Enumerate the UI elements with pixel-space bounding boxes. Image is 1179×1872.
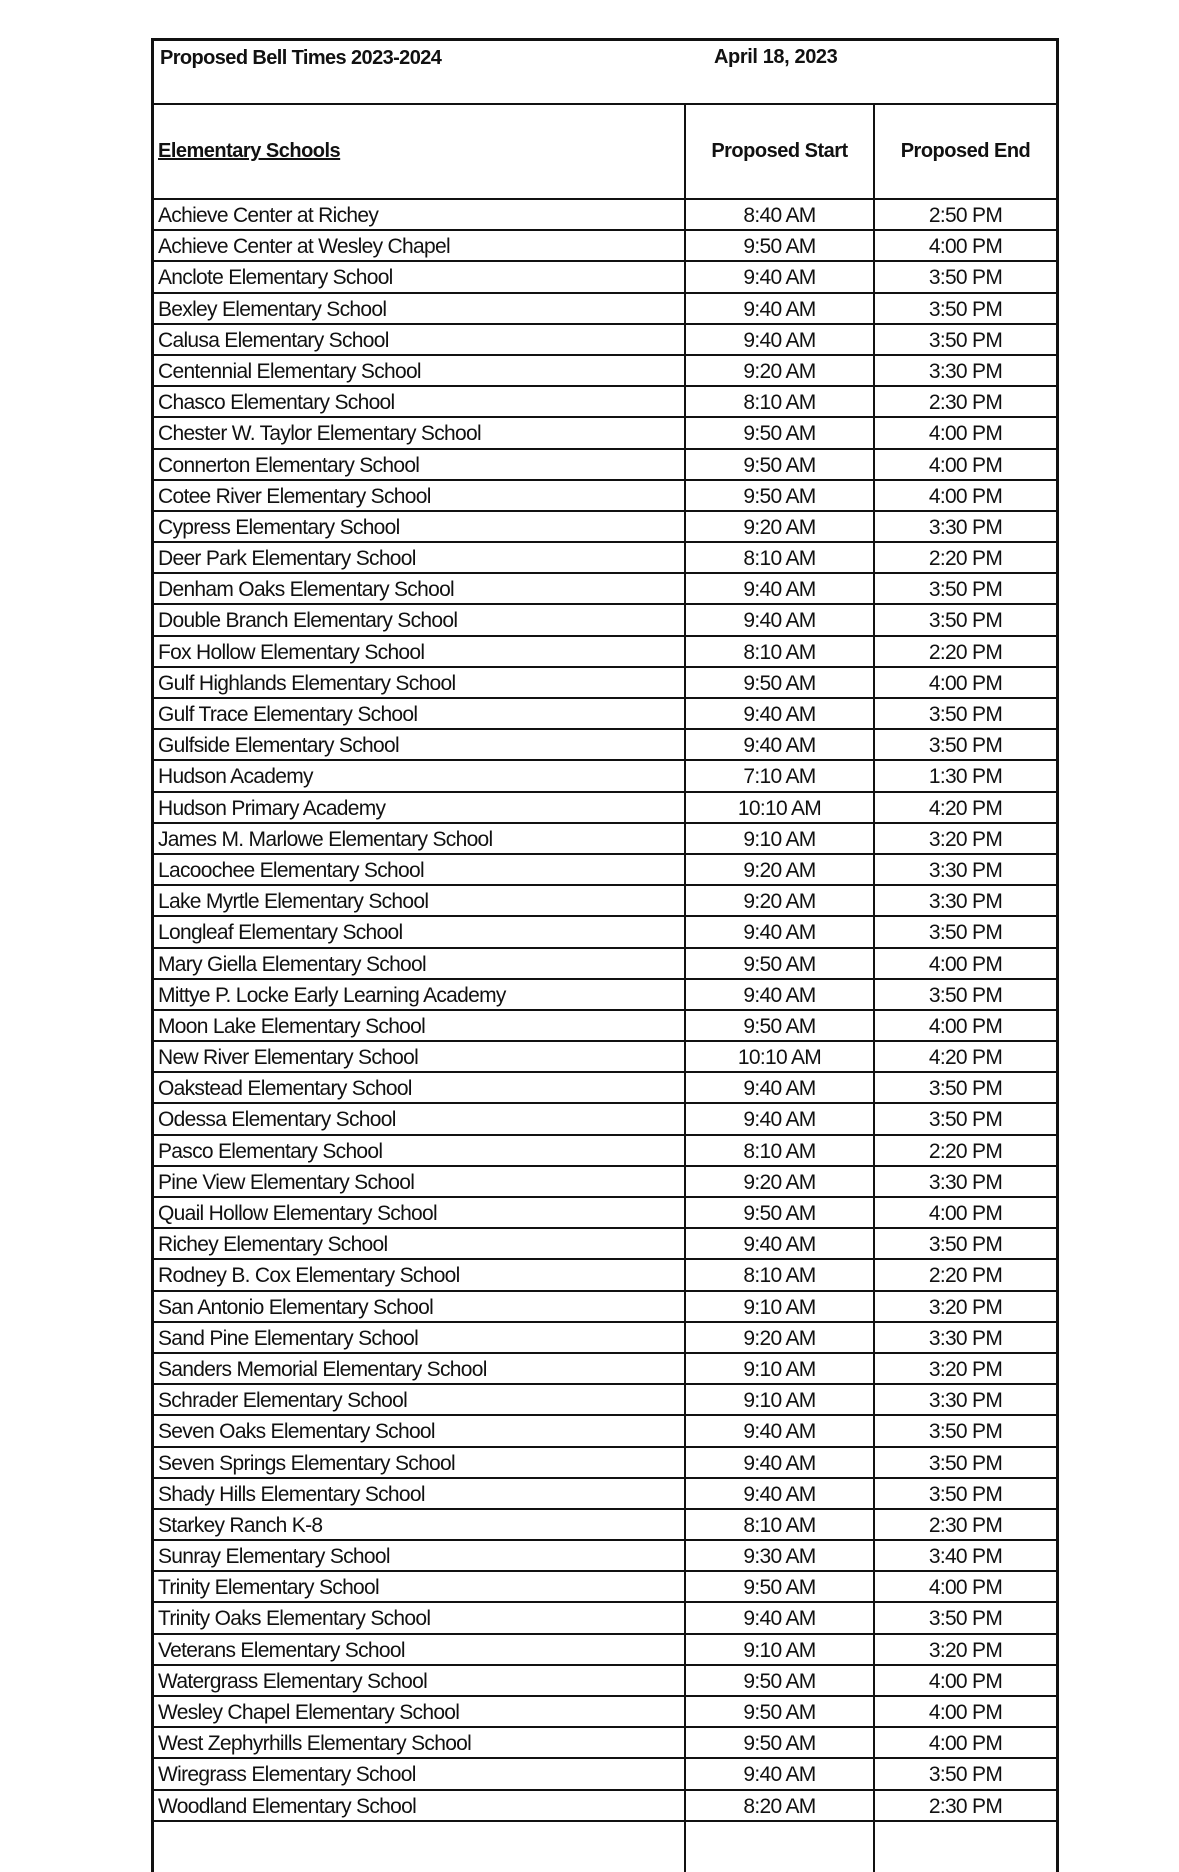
table-row: [154, 1167, 1056, 1198]
start-time: 9:40 AM: [686, 262, 875, 291]
end-time: 2:30 PM: [928, 391, 1003, 415]
start-time: 9:10 AM: [686, 1635, 875, 1664]
end-time: 4:00 PM: [928, 422, 1003, 446]
table-row: [154, 1603, 1056, 1634]
start-time: 9:10 AM: [686, 824, 875, 853]
start-time: 9:50 AM: [686, 1728, 875, 1757]
start-time: 9:10 AM: [686, 1354, 875, 1383]
end-time: 2:20 PM: [928, 640, 1003, 664]
start-time: 9:40 AM: [686, 1073, 875, 1102]
school-name: Watergrass Elementary School: [154, 1666, 686, 1695]
school-name: Cypress Elementary School: [154, 512, 686, 541]
start-time: 9:40 AM: [686, 699, 875, 728]
table-row: [154, 294, 1056, 325]
start-time: 9:10 AM: [686, 1385, 875, 1414]
end-time: 1:30 PM: [928, 765, 1003, 789]
school-name: San Antonio Elementary School: [154, 1292, 686, 1321]
table-row: [154, 231, 1056, 262]
table-row: [154, 1042, 1056, 1073]
table-row: [154, 1448, 1056, 1479]
start-time: 9:40 AM: [686, 980, 875, 1009]
school-name: Veterans Elementary School: [154, 1635, 686, 1664]
end-time: 3:20 PM: [928, 1638, 1003, 1662]
end-time: 3:30 PM: [928, 858, 1003, 882]
start-time: 9:40 AM: [686, 1104, 875, 1133]
end-time: 4:00 PM: [928, 235, 1003, 259]
table-row: [154, 1666, 1056, 1697]
table-row: [154, 1572, 1056, 1603]
start-time: 9:20 AM: [686, 1167, 875, 1196]
header-schools-label: Elementary Schools: [158, 140, 341, 162]
school-name: Wiregrass Elementary School: [154, 1759, 686, 1788]
end-time: 4:20 PM: [928, 1046, 1003, 1070]
start-time: 9:20 AM: [686, 356, 875, 385]
start-time: 9:40 AM: [686, 730, 875, 759]
start-time: 9:40 AM: [686, 574, 875, 603]
table-row: [154, 262, 1056, 293]
table-row: [154, 637, 1056, 668]
start-time: 9:50 AM: [686, 450, 875, 479]
end-time: 2:20 PM: [928, 1139, 1003, 1163]
end-time: 3:20 PM: [928, 1295, 1003, 1319]
school-name: Achieve Center at Richey: [154, 200, 686, 229]
end-time: 3:50 PM: [928, 1482, 1003, 1506]
start-time: 9:40 AM: [686, 1479, 875, 1508]
table-row: [154, 1635, 1056, 1666]
start-time: 9:20 AM: [686, 886, 875, 915]
end-time: 3:30 PM: [928, 515, 1003, 539]
start-time: 9:50 AM: [686, 668, 875, 697]
table-row: [154, 450, 1056, 481]
start-time: 8:10 AM: [686, 387, 875, 416]
start-time: 9:20 AM: [686, 1323, 875, 1352]
table-row: [154, 481, 1056, 512]
school-name: Connerton Elementary School: [154, 450, 686, 479]
school-name: Gulf Trace Elementary School: [154, 699, 686, 728]
header-end: Proposed End: [900, 140, 1031, 162]
start-time: 9:40 AM: [686, 1416, 875, 1445]
end-time: 2:50 PM: [928, 204, 1003, 227]
table-row: [154, 855, 1056, 886]
table-row: [154, 1354, 1056, 1385]
table-row: [154, 1541, 1056, 1572]
end-time: 4:00 PM: [928, 1202, 1003, 1225]
end-time: 4:00 PM: [928, 1576, 1003, 1600]
start-time: 9:40 AM: [686, 1603, 875, 1632]
start-time: 9:50 AM: [686, 1011, 875, 1040]
start-time: 9:50 AM: [686, 949, 875, 978]
end-time: 3:50 PM: [928, 1077, 1003, 1101]
table-row: [154, 1479, 1056, 1510]
start-time: 9:50 AM: [686, 1198, 875, 1227]
school-name: Lake Myrtle Elementary School: [154, 886, 686, 915]
school-name: Mary Giella Elementary School: [154, 949, 686, 978]
end-time: 4:00 PM: [928, 1701, 1003, 1724]
table-row: [154, 605, 1056, 636]
start-time: 9:10 AM: [686, 1292, 875, 1321]
end-time: 3:30 PM: [928, 890, 1003, 914]
end-time: 3:20 PM: [928, 827, 1003, 851]
header-start: Proposed Start: [686, 105, 875, 198]
start-time: 9:50 AM: [686, 231, 875, 260]
start-time: 8:10 AM: [686, 1136, 875, 1165]
end-time: 3:50 PM: [928, 1108, 1003, 1132]
table-row: [154, 1011, 1056, 1042]
table-row: [154, 1697, 1056, 1728]
table-row: [154, 1198, 1056, 1229]
start-time: 10:10 AM: [686, 793, 875, 822]
header-schools: [154, 105, 686, 198]
end-time: 2:20 PM: [928, 547, 1003, 571]
end-time: 4:00 PM: [928, 1669, 1003, 1693]
school-name: Cotee River Elementary School: [154, 481, 686, 510]
end-time: 3:50 PM: [928, 328, 1003, 352]
end-time: 3:30 PM: [928, 359, 1003, 383]
end-time: 4:20 PM: [928, 796, 1003, 820]
school-name: Sand Pine Elementary School: [154, 1323, 686, 1352]
school-name: Gulfside Elementary School: [154, 730, 686, 759]
start-time: 9:20 AM: [686, 855, 875, 884]
end-time: 3:50 PM: [928, 983, 1003, 1007]
school-name: Denham Oaks Elementary School: [154, 574, 686, 603]
school-name: Moon Lake Elementary School: [154, 1011, 686, 1040]
table-row: [154, 793, 1056, 824]
end-time: 3:50 PM: [928, 1763, 1003, 1787]
school-name: Anclote Elementary School: [154, 262, 686, 291]
school-name: Calusa Elementary School: [154, 325, 686, 354]
document-date: April 18, 2023: [714, 46, 838, 68]
empty-cell: [154, 1822, 686, 1872]
end-time: 4:00 PM: [928, 952, 1003, 976]
end-time: 2:30 PM: [928, 1513, 1003, 1537]
school-name: Rodney B. Cox Elementary School: [154, 1260, 686, 1289]
table-row: [154, 824, 1056, 855]
end-time: 2:30 PM: [928, 1794, 1003, 1818]
title-row: [154, 41, 1056, 105]
table-row: [154, 1791, 1056, 1822]
end-time: 3:50 PM: [928, 1451, 1003, 1475]
start-time: 9:40 AM: [686, 917, 875, 946]
end-time: 2:20 PM: [928, 1264, 1003, 1288]
school-name: Chasco Elementary School: [154, 387, 686, 416]
table-row: [154, 1136, 1056, 1167]
start-time: 9:30 AM: [686, 1541, 875, 1570]
end-time: 3:50 PM: [928, 1233, 1003, 1257]
school-name: Achieve Center at Wesley Chapel: [154, 231, 686, 260]
empty-row: [154, 1822, 1056, 1872]
start-time: 8:40 AM: [686, 200, 875, 229]
table-body: [154, 200, 1056, 1822]
start-time: 9:40 AM: [686, 1448, 875, 1477]
start-time: 9:20 AM: [686, 512, 875, 541]
start-time: 8:10 AM: [686, 1260, 875, 1289]
end-time: 4:00 PM: [928, 484, 1003, 508]
school-name: Mittye P. Locke Early Learning Academy: [154, 980, 686, 1009]
table-row: [154, 699, 1056, 730]
school-name: Sunray Elementary School: [154, 1541, 686, 1570]
end-time: 4:00 PM: [928, 1014, 1003, 1038]
school-name: Trinity Elementary School: [154, 1572, 686, 1601]
start-time: 9:50 AM: [686, 1697, 875, 1726]
school-name: Chester W. Taylor Elementary School: [154, 418, 686, 447]
school-name: James M. Marlowe Elementary School: [154, 824, 686, 853]
school-name: West Zephyrhills Elementary School: [154, 1728, 686, 1757]
end-time: 3:50 PM: [928, 266, 1003, 290]
school-name: New River Elementary School: [154, 1042, 686, 1071]
empty-cell: [686, 1822, 875, 1872]
table-row: [154, 543, 1056, 574]
end-time: 4:00 PM: [928, 1732, 1003, 1756]
start-time: 9:40 AM: [686, 605, 875, 634]
end-time: 3:40 PM: [928, 1545, 1003, 1569]
end-time: 3:50 PM: [928, 578, 1003, 602]
start-time: 9:40 AM: [686, 294, 875, 323]
school-name: Quail Hollow Elementary School: [154, 1198, 686, 1227]
start-time: 7:10 AM: [686, 761, 875, 790]
school-name: Deer Park Elementary School: [154, 543, 686, 572]
school-name: Wesley Chapel Elementary School: [154, 1697, 686, 1726]
start-time: 9:40 AM: [686, 1759, 875, 1788]
table-row: [154, 1073, 1056, 1104]
start-time: 9:50 AM: [686, 1572, 875, 1601]
table-row: [154, 356, 1056, 387]
school-name: Woodland Elementary School: [154, 1791, 686, 1820]
table-row: [154, 1510, 1056, 1541]
start-time: 9:40 AM: [686, 325, 875, 354]
end-time: 3:20 PM: [928, 1357, 1003, 1381]
end-time: 3:50 PM: [928, 609, 1003, 633]
school-name: Pine View Elementary School: [154, 1167, 686, 1196]
end-time: 3:50 PM: [928, 703, 1003, 726]
school-name: Seven Springs Elementary School: [154, 1448, 686, 1477]
table-row: [154, 1292, 1056, 1323]
table-row: [154, 1323, 1056, 1354]
table-row: [154, 200, 1056, 231]
start-time: 10:10 AM: [686, 1042, 875, 1071]
table-row: [154, 668, 1056, 699]
table-row: [154, 1229, 1056, 1260]
school-name: Gulf Highlands Elementary School: [154, 668, 686, 697]
table-row: [154, 980, 1056, 1011]
end-time: 3:30 PM: [928, 1389, 1003, 1413]
start-time: 9:50 AM: [686, 418, 875, 447]
end-time: 3:30 PM: [928, 1170, 1003, 1194]
start-time: 9:50 AM: [686, 481, 875, 510]
table-row: [154, 917, 1056, 948]
end-time: 3:50 PM: [928, 921, 1003, 945]
school-name: Sanders Memorial Elementary School: [154, 1354, 686, 1383]
document-title: Proposed Bell Times 2023-2024: [160, 47, 442, 69]
end-time: 3:50 PM: [928, 1607, 1003, 1631]
school-name: Hudson Primary Academy: [154, 793, 686, 822]
start-time: 8:10 AM: [686, 637, 875, 666]
table-row: [154, 886, 1056, 917]
school-name: Schrader Elementary School: [154, 1385, 686, 1414]
start-time: 9:50 AM: [686, 1666, 875, 1695]
empty-cell: [875, 1822, 1056, 1872]
school-name: Shady Hills Elementary School: [154, 1479, 686, 1508]
school-name: Lacoochee Elementary School: [154, 855, 686, 884]
school-name: Richey Elementary School: [154, 1229, 686, 1258]
end-time: 4:00 PM: [928, 671, 1003, 695]
end-time: 4:00 PM: [928, 453, 1003, 477]
school-name: Odessa Elementary School: [154, 1104, 686, 1133]
end-time: 3:30 PM: [928, 1326, 1003, 1350]
header-row: [154, 105, 1056, 200]
table-row: [154, 512, 1056, 543]
table-row: [154, 387, 1056, 418]
table-row: [154, 949, 1056, 980]
start-time: 8:10 AM: [686, 543, 875, 572]
school-name: Fox Hollow Elementary School: [154, 637, 686, 666]
school-name: Trinity Oaks Elementary School: [154, 1603, 686, 1632]
table-row: [154, 1260, 1056, 1291]
table-row: [154, 574, 1056, 605]
school-name: Starkey Ranch K-8: [154, 1510, 686, 1539]
start-time: 9:40 AM: [686, 1229, 875, 1258]
bell-times-table: [151, 38, 1059, 1872]
school-name: Double Branch Elementary School: [154, 605, 686, 634]
end-time: 3:50 PM: [928, 297, 1003, 321]
start-time: 8:10 AM: [686, 1510, 875, 1539]
school-name: Bexley Elementary School: [154, 294, 686, 323]
school-name: Pasco Elementary School: [154, 1136, 686, 1165]
table-row: [154, 1416, 1056, 1447]
table-row: [154, 761, 1056, 792]
end-time: 3:50 PM: [928, 734, 1003, 758]
table-row: [154, 730, 1056, 761]
school-name: Centennial Elementary School: [154, 356, 686, 385]
table-row: [154, 1104, 1056, 1135]
table-row: [154, 1728, 1056, 1759]
start-time: 8:20 AM: [686, 1791, 875, 1820]
end-time: 3:50 PM: [928, 1420, 1003, 1444]
table-row: [154, 325, 1056, 356]
table-row: [154, 1759, 1056, 1790]
school-name: Seven Oaks Elementary School: [154, 1416, 686, 1445]
school-name: Hudson Academy: [154, 761, 686, 790]
table-row: [154, 418, 1056, 449]
school-name: Longleaf Elementary School: [154, 917, 686, 946]
school-name: Oakstead Elementary School: [154, 1073, 686, 1102]
table-row: [154, 1385, 1056, 1416]
